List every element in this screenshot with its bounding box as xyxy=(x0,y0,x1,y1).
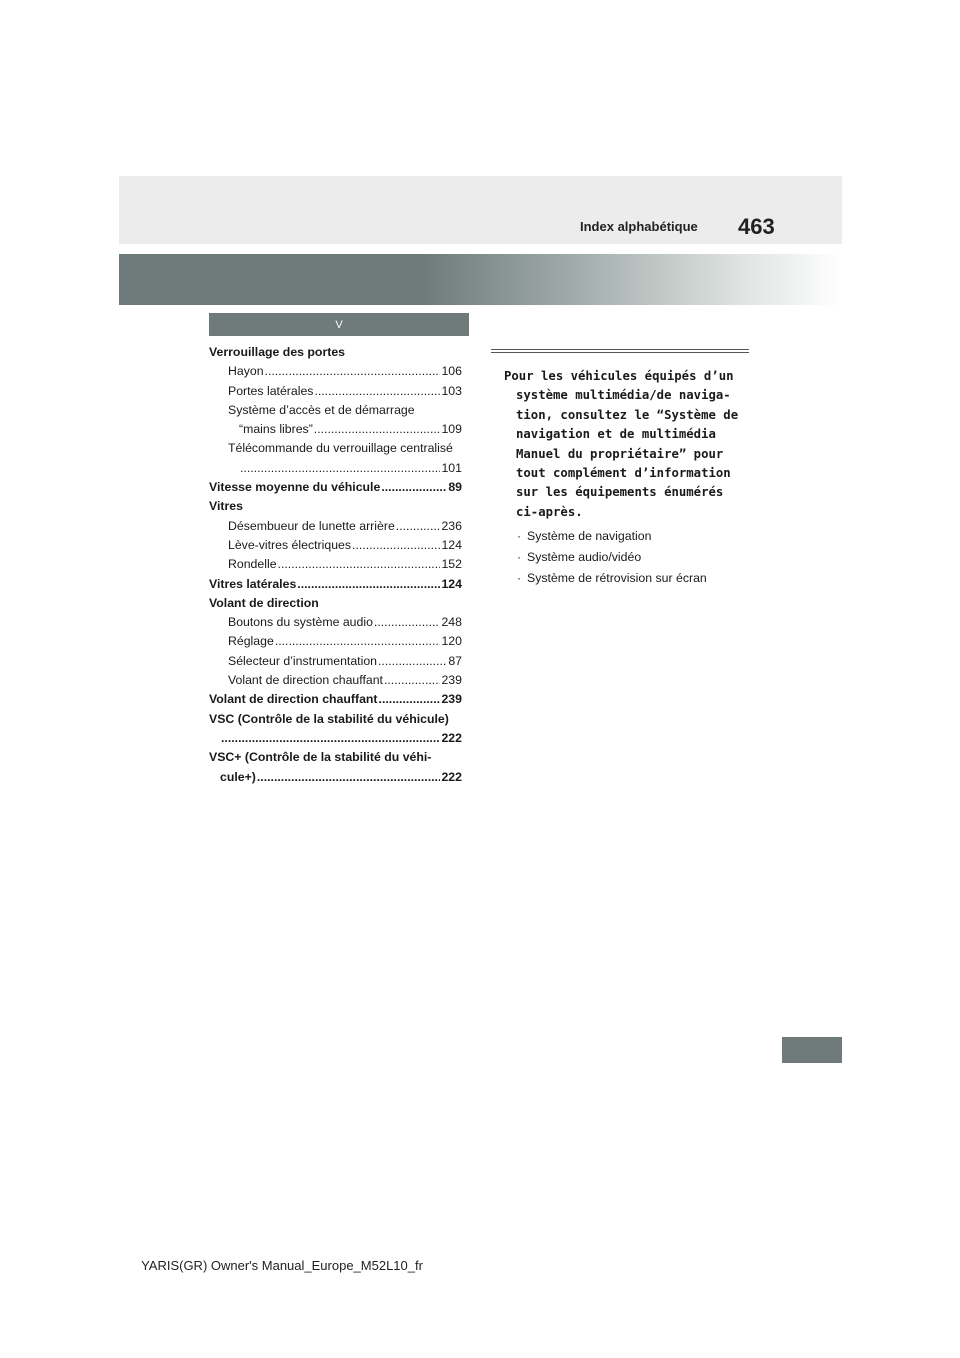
index-entry-label: Volant de direction xyxy=(209,595,319,610)
bullet-mark: · xyxy=(517,529,522,544)
index-entry-page: 236 xyxy=(441,518,462,533)
index-entry-label: Réglage xyxy=(228,634,274,649)
index-entry-label: Vitesse moyenne du véhicule xyxy=(209,480,381,495)
index-entry-page: 124 xyxy=(441,537,462,552)
index-entry xyxy=(209,420,462,439)
dot-leader xyxy=(314,420,441,439)
header-band xyxy=(119,176,842,244)
bullet-mark: · xyxy=(517,550,522,565)
note-line: Manuel du propriétaire” pour xyxy=(516,446,724,461)
page-number: 463 xyxy=(738,214,775,239)
index-entry-page: 120 xyxy=(441,634,462,649)
index-entry-label: Vitres xyxy=(209,499,243,514)
index-entry-label: Désembueur de lunette arrière xyxy=(228,518,395,533)
index-entry-label: cule+) xyxy=(220,769,256,784)
index-entry-label: Verrouillage des portes xyxy=(209,345,345,359)
index-entry xyxy=(209,497,462,516)
index-entry-label: Hayon xyxy=(228,364,264,379)
note-line: ci-après. xyxy=(516,504,583,519)
index-entry-page: 222 xyxy=(441,730,462,745)
index-entry-label: Télécommande du verrouillage centralisé xyxy=(228,441,453,456)
dot-leader xyxy=(257,768,441,787)
index-entry xyxy=(209,652,462,671)
chapter-side-tab xyxy=(782,1037,842,1063)
index-entry-label: Boutons du système audio xyxy=(228,615,373,630)
bullet-text: Système de rétrovision sur écran xyxy=(527,571,707,586)
index-entry xyxy=(209,478,462,497)
index-entry xyxy=(209,343,462,362)
dot-leader xyxy=(221,729,440,748)
dot-leader xyxy=(297,575,440,594)
note-line: sur les équipements énumérés xyxy=(516,485,724,500)
note-line: Pour les véhicules équipés d’un xyxy=(504,369,734,383)
index-entry-page: 222 xyxy=(441,769,462,784)
index-entry-label: Volant de direction chauffant xyxy=(209,692,378,707)
bullet-mark: · xyxy=(517,571,522,586)
index-entry-page: 89 xyxy=(448,480,462,495)
dot-leader xyxy=(314,382,440,401)
index-entry xyxy=(209,594,462,613)
index-entry-label: Portes latérales xyxy=(228,383,314,398)
index-entry-label: Lève-vitres électriques xyxy=(228,537,352,552)
index-entry-page: 152 xyxy=(441,557,462,572)
index-entry-page: 248 xyxy=(441,615,462,630)
note-bullet-list xyxy=(491,526,749,589)
note-text xyxy=(491,367,749,522)
dot-leader xyxy=(396,517,441,536)
index-list xyxy=(209,343,462,787)
index-entry xyxy=(209,632,462,651)
index-entry-label: Rondelle xyxy=(228,557,277,572)
footer xyxy=(0,1258,960,1273)
index-entry-page: 239 xyxy=(441,692,462,707)
note-line: tout complément d’information xyxy=(516,466,731,481)
dot-leader xyxy=(278,555,441,574)
bullet-text: Système audio/vidéo xyxy=(527,550,642,565)
index-entry xyxy=(209,729,462,748)
index-entry xyxy=(209,555,462,574)
section-title: Index alphabétique xyxy=(580,219,698,234)
index-entry-label: VSC+ (Contrôle de la stabilité du véhi- xyxy=(209,750,432,765)
double-rule-divider xyxy=(491,349,749,353)
index-entry xyxy=(209,768,462,787)
index-entry-label: “mains libres” xyxy=(239,422,313,437)
bullet-text: Système de navigation xyxy=(527,529,652,544)
index-entry xyxy=(209,748,462,767)
note-bullet-item xyxy=(517,547,749,568)
index-entry xyxy=(209,439,462,458)
index-entry-page: 109 xyxy=(441,422,462,437)
footer-text: YARIS(GR) Owner's Manual_Europe_M52L10_fr xyxy=(141,1258,423,1273)
note-line: tion, consultez le “Système de xyxy=(516,407,739,422)
index-entry-label: Volant de direction chauffant xyxy=(228,673,383,688)
note-bullet-item xyxy=(517,526,749,547)
index-entry-label: Système d’accès et de démarrage xyxy=(228,402,415,417)
index-entry-page: 239 xyxy=(441,673,462,688)
index-entry-label: Sélecteur d’instrumentation xyxy=(228,653,378,668)
note-line: navigation et de multimédia xyxy=(516,427,716,442)
index-entry-page: 124 xyxy=(441,576,462,591)
note-bullet-item xyxy=(517,568,749,589)
index-entry xyxy=(209,459,462,478)
index-entry xyxy=(209,710,462,729)
index-entry xyxy=(209,517,462,536)
index-letter-header: V xyxy=(209,313,469,336)
index-entry xyxy=(209,536,462,555)
index-entry xyxy=(209,575,462,594)
dot-leader xyxy=(352,536,440,555)
dot-leader xyxy=(374,613,441,632)
index-entry-label: VSC (Contrôle de la stabilité du véhicule) xyxy=(209,711,449,726)
index-entry xyxy=(209,401,462,420)
index-entry xyxy=(209,362,462,381)
index-entry xyxy=(209,613,462,632)
dot-leader xyxy=(381,478,447,497)
index-entry-page: 101 xyxy=(441,460,462,475)
index-entry xyxy=(209,671,462,690)
decorative-gradient-band xyxy=(119,254,842,305)
dot-leader xyxy=(379,690,441,709)
index-entry-page: 87 xyxy=(448,653,462,668)
index-entry-page: 103 xyxy=(441,383,462,398)
dot-leader xyxy=(240,459,440,478)
dot-leader xyxy=(275,632,441,651)
note-column xyxy=(491,349,749,589)
index-entry-label: Vitres latérales xyxy=(209,576,297,591)
dot-leader xyxy=(384,671,441,690)
index-entry xyxy=(209,382,462,401)
index-entry xyxy=(209,690,462,709)
dot-leader xyxy=(378,652,447,671)
index-entry-page: 106 xyxy=(441,364,462,379)
dot-leader xyxy=(265,362,441,381)
note-line: système multimédia/de naviga- xyxy=(516,388,731,403)
